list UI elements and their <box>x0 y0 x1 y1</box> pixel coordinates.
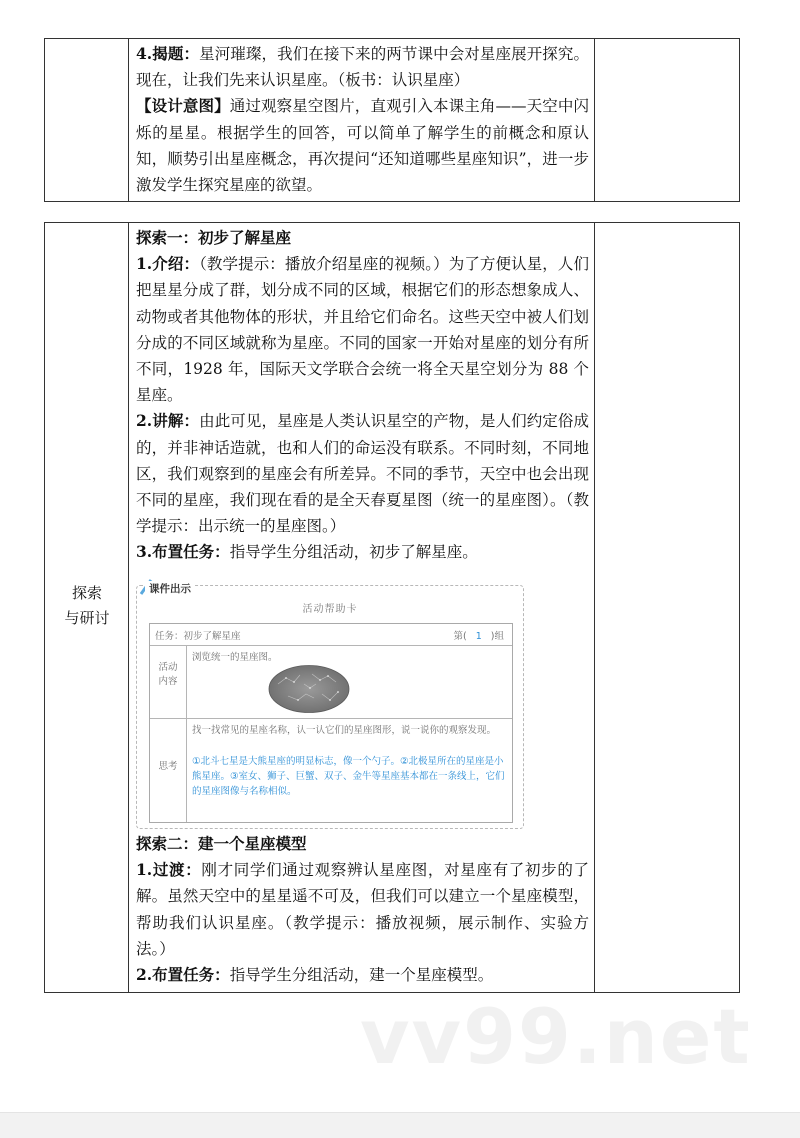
task2-label: 2.布置任务： <box>136 965 230 985</box>
design-intent-text: 通过观察星空图片，直观引入本课主角——天空中闪烁的星星。根据学生的回答，可以简单了解学生的前概念和原认知，顺势引出星座概念，再次提问“还知道哪些星座知识”，进一步激发学生探究星座的欲望。 <box>136 97 589 195</box>
group-number-field <box>453 628 504 642</box>
card-tag: 课件出示 <box>145 581 195 596</box>
reveal-label: 4.揭题： <box>136 44 200 63</box>
row-divider <box>150 718 512 719</box>
design-intent-label: 【设计意图】 <box>136 96 230 116</box>
intro-label: 1.介绍： <box>136 254 200 274</box>
card-title: 活动帮助卡 <box>302 604 358 615</box>
table-design-section <box>44 38 740 202</box>
cell-content-reveal <box>136 41 589 198</box>
column-divider <box>128 39 129 201</box>
transition-label: 1.过渡： <box>136 860 202 880</box>
page-bottom-band <box>0 1112 800 1138</box>
transition-text: 刚才同学们通过观察辨认星座图，对星座有了初步的了解。虽然天空中的星星遥不可及，但我们可以建立一个星座模型，帮助我们认识星座。（教学提示：播放视频，展示制作、实验方法。） <box>136 861 589 958</box>
task-text: 指导学生分组活动，初步了解星座。 <box>229 543 478 562</box>
section-label-line2: 与研讨 <box>64 609 110 627</box>
reveal-text: 星河璀璨，我们在接下来的两节课中会对星座展开探究。现在，让我们先来认识星座。（板书：认识星座） <box>136 45 589 90</box>
group-prefix: 第( <box>453 631 467 642</box>
section-label-line1: 探索 <box>71 584 102 602</box>
explain-label: 2.讲解： <box>136 411 200 431</box>
explore-two-title: 探索二：建一个星座模型 <box>136 834 307 853</box>
row2-answer: ①北斗七星是大熊星座的明显标志，像一个勺子。②北极星所在的星座是小熊星座。③室女、狮子、巨蟹、双子、金牛等星座基本都在一条线上，它们的星座图像与名称相似。 <box>192 756 505 797</box>
column-divider <box>594 223 595 992</box>
activity-help-card <box>136 585 524 829</box>
row1-text: 浏览统一的星座图。 <box>192 652 278 663</box>
card-table <box>149 623 513 823</box>
row1-label: 活动内容 <box>158 662 178 687</box>
group-suffix: )组 <box>490 631 504 642</box>
task-label: 3.布置任务： <box>136 542 230 562</box>
watermark: vv99.net <box>360 992 752 1081</box>
row-divider <box>150 645 512 646</box>
row2-label: 思考 <box>158 761 178 772</box>
star-map-image <box>268 664 350 714</box>
explain-text: 由此可见，星座是人类认识星空的产物，是人们约定俗成的，并非神话造就，也和人们的命运没有联系。不同时刻，不同地区，我们观察到的星座会有所差异。不同的季节，天空中也会出现不同的星座，我们现在看的是全天春夏星图（统一的星座图）。（教学提示：出示统一的星座图。） <box>136 412 589 536</box>
group-number: 1 <box>475 631 482 642</box>
card-task: 任务：初步了解星座 <box>155 631 241 642</box>
explore-one-title: 探索一：初步了解星座 <box>136 228 292 247</box>
task2-text: 指导学生分组活动，建一个星座模型。 <box>229 966 494 985</box>
column-divider <box>594 39 595 201</box>
row2-prompt: 找一找常见的星座名称，认一认它们的星座图形，说一说你的观察发现。 <box>192 725 497 736</box>
intro-text: （教学提示：播放介绍星座的视频。）为了方便认星，人们把星星分成了群，划分成不同的区域，根据它们的形态想象成人、动物或者其他物体的形状，并且给它们命名。这些天空中被人们划分成的不同区域就称为星座。不同的国家一开始对星座的划分有所不同，1928 年，国际天文学联合会统一将全天星空划分为 88 个星座。 <box>136 255 589 405</box>
column-divider <box>186 645 187 822</box>
explore-one-content <box>136 225 589 566</box>
explore-two-content <box>136 831 589 988</box>
section-label-explore <box>45 581 129 631</box>
